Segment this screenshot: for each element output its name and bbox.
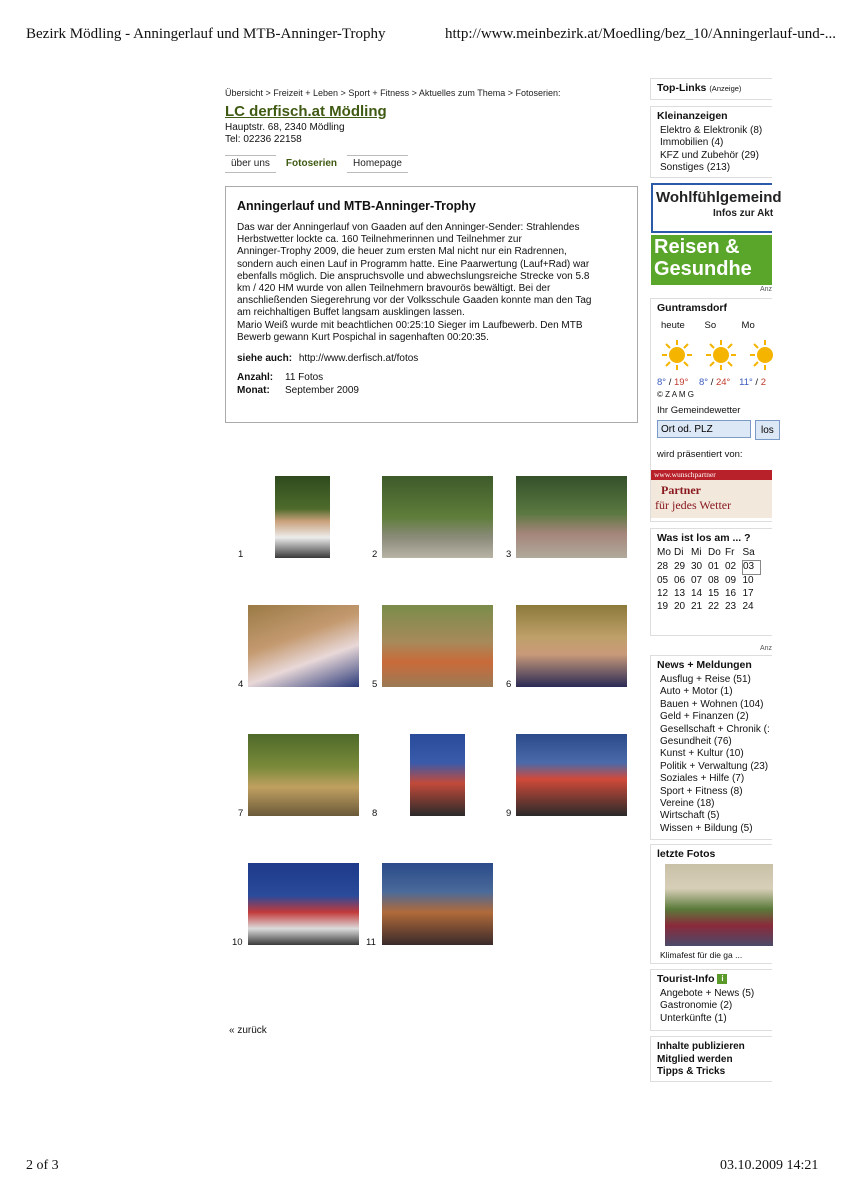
weather-day: heute	[661, 320, 685, 331]
member-link[interactable]: Inhalte publizieren	[657, 1041, 745, 1052]
calendar-day[interactable]: 30	[691, 561, 703, 572]
plz-input[interactable]	[657, 420, 751, 438]
tourist-info-title: Tourist-Info	[657, 973, 715, 985]
article-line: sondern auch einen Lauf in Programm hatte. Eine Paarwertung (Lauf+Rad) war	[237, 258, 590, 270]
article-line: Bewerb gewann Kurt Pospichal in sagenhaften 00:20:35.	[237, 331, 489, 343]
news-category[interactable]: Politik + Verwaltung (23)	[660, 760, 769, 772]
member-link[interactable]: Tipps & Tricks	[657, 1066, 726, 1077]
calendar-day[interactable]: 01	[708, 561, 720, 572]
weather-days	[657, 320, 766, 331]
photo-thumbnail[interactable]	[248, 863, 359, 945]
calendar-day[interactable]: 15	[708, 588, 720, 599]
news-category[interactable]: Auto + Motor (1)	[660, 686, 733, 698]
news-category[interactable]: Vereine (18)	[660, 798, 715, 810]
photo-number: 1	[238, 549, 244, 560]
temp-high: 2	[760, 377, 766, 388]
print-page-url: http://www.meinbezirk.at/Moedling/bez_10/Anningerlauf-und-...	[445, 26, 837, 42]
calendar-day[interactable]: 29	[674, 561, 686, 572]
tourist-info-item[interactable]: Gastronomie (2)	[660, 1000, 733, 1012]
weather-search	[657, 420, 774, 440]
calendar-weekday: Mo	[657, 547, 671, 559]
calendar-day[interactable]: 19	[657, 601, 669, 612]
print-datetime: 03.10.2009 14:21	[720, 1158, 819, 1173]
info-icon: i	[717, 974, 727, 984]
calendar-day[interactable]: 06	[674, 574, 686, 586]
photo-thumbnail[interactable]	[275, 476, 330, 558]
news-category[interactable]: Gesundheit (76)	[660, 736, 732, 748]
member-links-box	[650, 1036, 772, 1082]
article-body	[237, 222, 626, 344]
article-line: Herbstwetter lockte ca. 160 Teilnehmerinnen und Teilnehmer zur	[237, 234, 522, 246]
ad-note: Anz	[760, 286, 773, 293]
photo-thumbnail[interactable]	[516, 605, 627, 687]
los-button[interactable]: los	[755, 420, 780, 440]
article-line: Anninger-Trophy 2009, die heuer zum ersten Mal nicht nur ein Radrennen,	[237, 246, 567, 258]
article-line: am reichhaltigen Buffet langsam ausklingen lassen.	[237, 307, 465, 319]
photo-number: 5	[372, 679, 378, 690]
see-also-link[interactable]: http://www.derfisch.at/fotos	[298, 353, 419, 365]
article-line: Das war der Anningerlauf von Gaaden auf den Anninger-Sender: Strahlendes	[237, 222, 580, 233]
tab-ueber-uns[interactable]: über uns	[225, 155, 276, 173]
temp-high: 19°	[674, 377, 689, 388]
calendar-day[interactable]: 17	[742, 588, 754, 599]
org-phone: Tel: 02236 22158	[225, 134, 302, 145]
sponsor-line2: für jedes Wetter	[655, 498, 732, 512]
news-box	[650, 655, 772, 840]
calendar-day[interactable]: 07	[691, 574, 703, 586]
article-box	[225, 186, 638, 423]
toplinks-box	[650, 78, 772, 100]
calendar-day[interactable]: 10	[742, 575, 754, 586]
kleinanzeigen-item[interactable]: Elektro & Elektronik (8)	[660, 125, 763, 136]
calendar-day[interactable]: 16	[725, 588, 737, 599]
org-address: Hauptstr. 68, 2340 Mödling	[225, 122, 345, 133]
photo-number: 6	[506, 679, 512, 690]
photo-thumbnail[interactable]	[382, 863, 493, 945]
news-category[interactable]: Geld + Finanzen (2)	[660, 711, 749, 723]
tourist-info-box	[650, 969, 772, 1031]
latest-photo-thumbnail[interactable]	[665, 864, 773, 946]
news-category[interactable]: Ausflug + Reise (51)	[660, 674, 751, 685]
photo-thumbnail[interactable]	[410, 734, 465, 816]
kleinanzeigen-title: Kleinanzeigen	[657, 110, 728, 122]
calendar-weekday: Do	[708, 547, 721, 559]
article-meta	[237, 372, 626, 397]
temp-low: 11°	[739, 377, 753, 388]
kleinanzeigen-item[interactable]: Sonstiges (213)	[660, 162, 731, 174]
photo-number: 8	[372, 808, 378, 819]
weather-day: Mo	[741, 320, 755, 331]
calendar-day[interactable]: 09	[725, 574, 737, 586]
calendar-table	[657, 547, 761, 614]
calendar-day[interactable]: 02	[725, 561, 737, 572]
sun-icon	[705, 339, 737, 371]
back-link[interactable]: « zurück	[229, 1025, 267, 1036]
see-also	[237, 353, 626, 364]
news-title: News + Meldungen	[657, 659, 752, 671]
calendar-weekday: Sa	[742, 547, 755, 558]
sponsor-line1: Partner	[661, 483, 701, 497]
calendar-day[interactable]: 13	[674, 588, 686, 599]
print-page-title: Bezirk Mödling - Anningerlauf und MTB-Anninger-Trophy	[26, 26, 386, 42]
calendar-weekday: Mi	[691, 547, 702, 559]
gemeindewetter-label: Ihr Gemeindewetter	[657, 405, 741, 416]
toplinks-title[interactable]: Top-Links	[657, 82, 707, 94]
ad-wohlfuehlgemeinde[interactable]	[651, 183, 782, 233]
photo-number: 4	[238, 679, 244, 690]
news-category[interactable]: Kunst + Kultur (10)	[660, 748, 744, 760]
sponsor-banner[interactable]	[651, 470, 772, 518]
calendar-day[interactable]: 21	[691, 601, 703, 612]
calendar-weekday: Fr	[725, 547, 735, 559]
article-line: ebenfalls möglich. Die anspruchsvolle und abwechslungsreiche Strecke von 5.8	[237, 270, 590, 282]
kleinanzeigen-box	[650, 106, 772, 178]
article-line: Mario Weiß wurde mit beachtlichen 00:25:10 Sieger im Laufbewerb. Den MTB	[237, 319, 583, 331]
news-category[interactable]: Soziales + Hilfe (7)	[660, 773, 745, 785]
article-line: km / 420 HM wurde von allen Teilnehmern bravourös bewältigt. Bei der	[237, 283, 551, 295]
news-category[interactable]: Sport + Fitness (8)	[660, 785, 743, 797]
kleinanzeigen-item[interactable]: Immobilien (4)	[660, 137, 724, 149]
temp-low: 8°	[657, 377, 667, 388]
kleinanzeigen-item[interactable]: KFZ und Zubehör (29)	[660, 149, 759, 161]
month-value: September 2009	[285, 384, 359, 396]
photo-thumbnail[interactable]	[248, 605, 359, 687]
member-link[interactable]: Mitglied werden	[657, 1053, 733, 1065]
count-label: Anzahl:	[237, 372, 274, 384]
org-tabs	[225, 155, 408, 173]
sponsor-label: wird präsentiert von:	[657, 449, 743, 460]
calendar-day[interactable]: 28	[657, 561, 669, 572]
count-value: 11 Fotos	[285, 372, 324, 384]
weather-temps: 8° / 19° 8° / 24° 11° / 2	[657, 377, 766, 388]
calendar-day[interactable]: 23	[725, 601, 737, 612]
photo-number: 11	[366, 937, 376, 948]
weather-day: So	[704, 320, 717, 331]
calendar-day[interactable]: 22	[708, 601, 720, 612]
photo-thumbnail[interactable]	[382, 605, 493, 687]
photo-thumbnail[interactable]	[516, 734, 627, 816]
calendar-day-selected[interactable]: 03	[743, 561, 761, 575]
latest-photos-box	[650, 844, 772, 964]
org-name-link[interactable]: LC derfisch.at Mödling	[225, 103, 387, 120]
calendar-day[interactable]: 12	[657, 588, 669, 599]
tab-homepage[interactable]: Homepage	[347, 155, 408, 173]
weather-location: Guntramsdorf	[657, 302, 728, 314]
calendar-day[interactable]: 24	[742, 601, 754, 612]
photo-number: 9	[506, 808, 512, 819]
sun-icon	[661, 339, 693, 371]
ad-reisen-gesundheit[interactable]	[651, 235, 772, 285]
calendar-day[interactable]: 20	[674, 601, 686, 612]
calendar-day[interactable]: 05	[657, 574, 669, 586]
ad-headline: Wohlfühlgemeind	[656, 189, 782, 206]
sun-icon	[749, 339, 773, 371]
weather-credit: © Z A M G	[657, 390, 695, 399]
org-address-block	[225, 122, 345, 146]
toplinks-note: (Anzeige)	[709, 84, 742, 93]
calendar-box	[650, 528, 772, 636]
article-line: anschließenden Siegerehrung vor der Volksschule Gaaden konnte man den Tag	[237, 295, 592, 307]
photo-thumbnail[interactable]	[516, 476, 627, 558]
calendar-day[interactable]: 14	[691, 588, 703, 599]
ad-subline: Gesundhe	[654, 258, 752, 280]
news-category[interactable]: Gesellschaft + Chronik (:	[660, 723, 770, 735]
sponsor-url: www.wunschpartner	[654, 470, 716, 479]
ad-headline: Reisen &	[654, 236, 740, 258]
photo-thumbnail[interactable]	[382, 476, 493, 558]
article-title: Anningerlauf und MTB-Anninger-Trophy	[237, 199, 476, 213]
news-category[interactable]: Wissen + Bildung (5)	[660, 822, 753, 834]
news-category[interactable]: Wirtschaft (5)	[660, 810, 720, 822]
latest-photos-title: letzte Fotos	[657, 848, 716, 860]
photo-thumbnail[interactable]	[248, 734, 359, 816]
photo-number: 10	[232, 937, 243, 948]
breadcrumb[interactable]: Übersicht > Freizeit + Leben > Sport + Fitness > Aktuelles zum Thema > Fotoserien:	[225, 88, 561, 98]
ad-subline: Infos zur Akt	[713, 208, 774, 219]
temp-high: 24°	[715, 377, 731, 388]
weather-icons	[661, 339, 766, 371]
calendar-weekday: Di	[674, 547, 684, 559]
photo-number: 3	[506, 549, 512, 560]
photo-number: 2	[372, 549, 378, 560]
tab-fotoserien[interactable]: Fotoserien	[285, 158, 338, 169]
tourist-info-item[interactable]: Unterkünfte (1)	[660, 1012, 727, 1024]
latest-photo-caption[interactable]: Klimafest für die ga ...	[660, 950, 743, 960]
see-also-label: siehe auch:	[237, 353, 293, 365]
photo-number: 7	[238, 808, 244, 819]
month-label: Monat:	[237, 384, 270, 396]
tourist-info-item[interactable]: Angebote + News (5)	[660, 988, 755, 999]
calendar-day[interactable]: 08	[708, 574, 720, 586]
print-page-number: 2 of 3	[26, 1158, 59, 1173]
news-category[interactable]: Bauen + Wohnen (104)	[660, 698, 764, 710]
calendar-ad-note: Anz	[760, 645, 773, 652]
calendar-title: Was ist los am ... ?	[657, 532, 751, 544]
temp-low: 8°	[698, 377, 709, 388]
